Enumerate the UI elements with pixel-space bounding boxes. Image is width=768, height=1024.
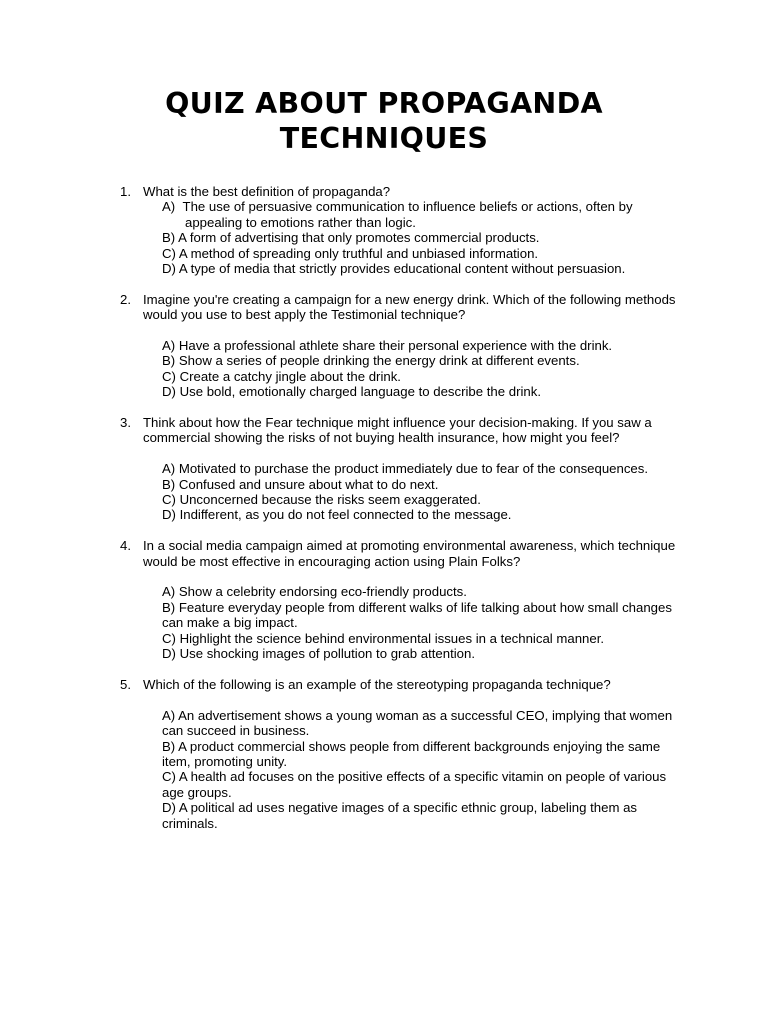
answer-option-d: D) Use shocking images of pollution to grab attention. [162,646,476,662]
answer-option-c: C) A method of spreading only truthful and unbiased information. [162,245,539,261]
answer-option-a: A) An advertisement shows a young woman as a successful CEO, implying that women can succeed in business. [162,707,673,739]
answer-option-b: B) Feature everyday people from different walks of life talking about how small changes can make a big impact. [162,599,672,631]
page-title [0,86,768,156]
title-line-1: QUIZ ABOUT PROPAGANDA [165,87,603,120]
answer-options [143,708,680,831]
answer-option-b: B) A form of advertising that only promotes commercial products. [162,230,540,246]
question-number: 4. [120,538,131,554]
question-5 [120,677,680,831]
question-text: Think about how the Fear technique might influence your decision-making. If you saw a commercial showing the risks of not buying health insurance, how might you feel? [143,415,652,446]
answer-options [143,199,680,276]
question-text: What is the best definition of propaganda? [143,184,391,199]
answer-option-b: B) A product commercial shows people from different backgrounds enjoying the same item, promoting unity. [162,738,661,769]
answer-option-c: C) Highlight the science behind environmental issues in a technical manner. [162,630,605,646]
question-number: 1. [120,184,131,199]
answer-option-d: D) Use bold, emotionally charged language to describe the drink. [162,384,541,400]
answer-option-c: C) A health ad focuses on the positive effects of a specific vitamin on people of various age groups. [162,769,667,800]
answer-option-a: A) Show a celebrity endorsing eco-friendly products. [162,584,467,600]
question-number: 3. [120,415,131,431]
answer-option-d: D) A political ad uses negative images of a specific ethnic group, labeling them as criminals. [162,800,638,831]
answer-options [143,461,680,523]
answer-option-c: C) Create a catchy jingle about the drink. [162,368,401,384]
answer-option-b: B) Show a series of people drinking the energy drink at different events. [162,353,580,369]
answer-options [143,584,680,661]
answer-option-d: D) Indifferent, as you do not feel connected to the message. [162,507,512,523]
answer-option-a: A) Motivated to purchase the product immediately due to fear of the consequences. [162,461,649,477]
answer-options [143,338,680,400]
question-text: Imagine you're creating a campaign for a new energy drink. Which of the following methods would you use to best apply the Testimonial technique? [143,291,676,323]
quiz-question-list [120,184,680,846]
answer-option-a: A) Have a professional athlete share their personal experience with the drink. [162,338,613,354]
question-number: 5. [120,676,131,692]
question-3 [120,415,680,523]
title-line-2: TECHNIQUES [279,122,489,155]
answer-option-c: C) Unconcerned because the risks seem exaggerated. [162,492,481,508]
question-1 [120,184,680,276]
question-4 [120,538,680,661]
question-text: Which of the following is an example of the stereotyping propaganda technique? [143,676,611,692]
answer-option-b: B) Confused and unsure about what to do next. [162,476,439,492]
question-number: 2. [120,291,131,307]
question-text: In a social media campaign aimed at promoting environmental awareness, which technique would be most effective in encouraging action using Plain Folks? [143,538,676,569]
answer-option-a: A) The use of persuasive communication to influence beliefs or actions, often by appealing to emotions rather than logic. [162,199,633,230]
answer-option-d: D) A type of media that strictly provides educational content without persuasion. [162,261,626,277]
question-2 [120,292,680,400]
